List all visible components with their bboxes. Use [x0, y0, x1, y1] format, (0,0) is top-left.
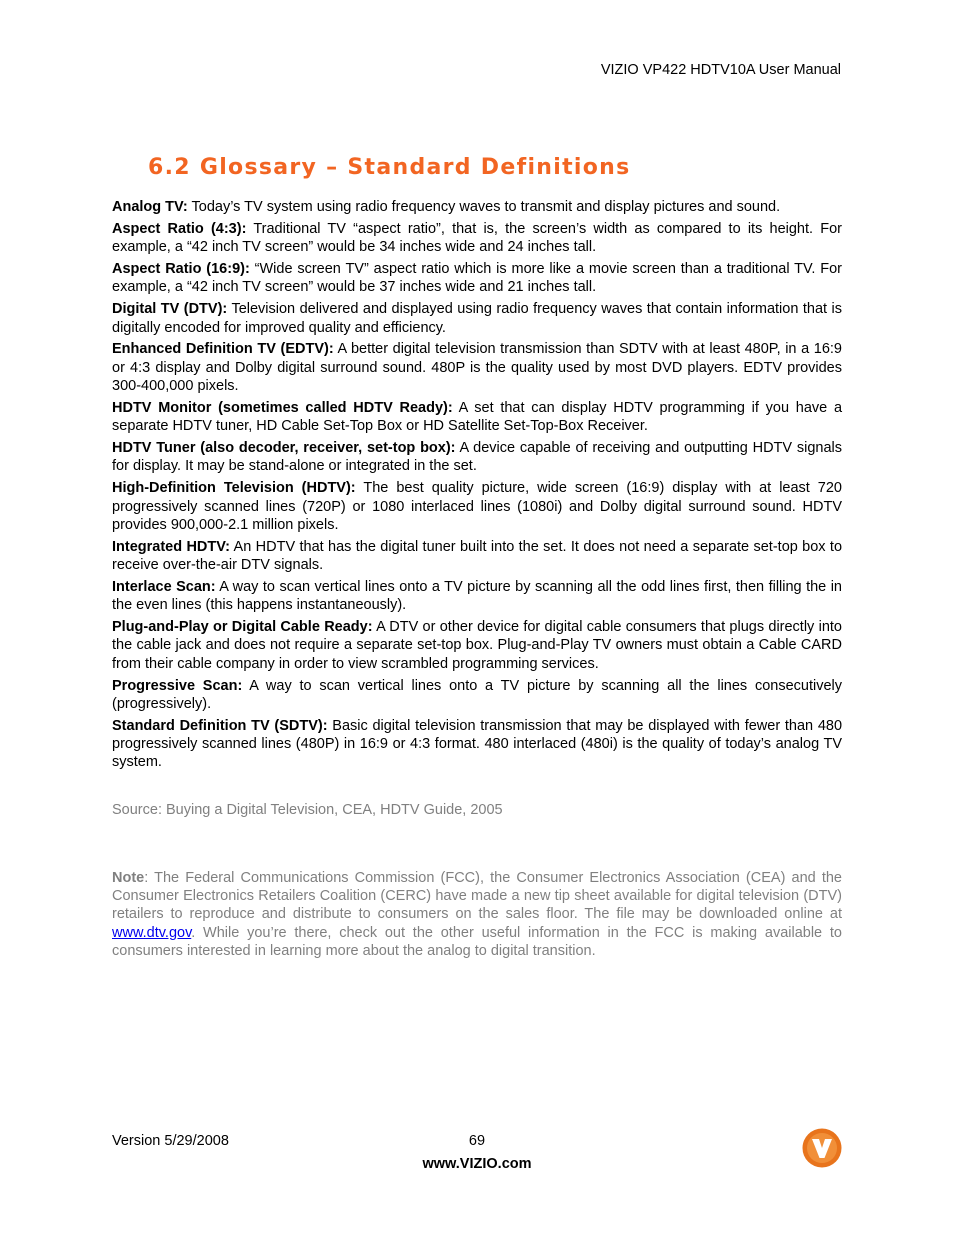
glossary-entry	[112, 578, 842, 615]
dtv-gov-link[interactable]: www.dtv.gov	[112, 924, 192, 941]
note-text-continued: . While you’re there, check out the other useful information in the FCC is making available to consumers interested in learning more about the analog to digital transition.	[112, 924, 842, 959]
glossary-term: Progressive Scan:	[112, 677, 243, 694]
note-paragraph	[112, 869, 842, 960]
glossary-entry	[112, 439, 842, 476]
glossary-entry	[112, 717, 842, 772]
glossary-entry	[112, 399, 842, 436]
glossary-definition: A way to scan vertical lines onto a TV picture by scanning all the lines consecutively (progressively).	[112, 677, 843, 712]
glossary-definition: A better digital television transmission than SDTV with at least 480P, in a 16:9 or 4:3 display and Dolby digital surround sound. 480P is the quality used by most DVD players. EDTV provides 300-400,000 pixels.	[112, 341, 842, 395]
glossary-definition: Television delivered and displayed using radio frequency waves that contain information that is digitally encoded for improved quality and efficiency.	[112, 301, 842, 336]
glossary-entry	[112, 618, 842, 673]
footer-url: www.VIZIO.com	[422, 1156, 532, 1172]
note-label: Note	[112, 870, 145, 886]
glossary-term: Interlace Scan:	[112, 578, 216, 595]
header-title: VIZIO VP422 HDTV10A User Manual	[600, 62, 841, 78]
glossary-term: Digital TV (DTV):	[112, 301, 228, 318]
glossary-definition: An HDTV that has the digital tuner built into the set. It does not need a separate set-top box to receive over-the-air DTV signals.	[112, 538, 843, 574]
glossary-term: HDTV Monitor (sometimes called HDTV Ready):	[112, 399, 453, 416]
glossary-definition: A DTV or other device for digital cable consumers that plugs directly into the cable jack and does not require a separate set-top box. Plug-and-Play TV owners must obtain a Cable CARD from their cable company in order to view scrambled programming services.	[112, 619, 842, 672]
glossary-term: Analog TV:	[112, 199, 188, 215]
glossary-definition: “Wide screen TV” aspect ratio which is more like a movie screen than a traditional TV. For example, a “42 inch TV screen” would be 37 inches wide and 21 inches tall.	[112, 261, 842, 296]
glossary-definition: A device capable of receiving and outputting HDTV signals for display. It may be stand-alone or integrated in the set.	[112, 440, 843, 475]
glossary-list	[112, 198, 842, 775]
glossary-term: Enhanced Definition TV (EDTV):	[112, 341, 334, 358]
glossary-term: Integrated HDTV:	[112, 538, 230, 555]
glossary-entry	[112, 220, 842, 257]
section-heading: 6.2 Glossary – Standard Definitions	[148, 155, 631, 180]
glossary-entry	[112, 538, 842, 575]
glossary-entry	[112, 340, 842, 395]
glossary-entry	[112, 479, 842, 534]
glossary-entry	[112, 300, 842, 337]
source-citation: Source: Buying a Digital Television, CEA, HDTV Guide, 2005	[112, 802, 503, 818]
page-number: 69	[468, 1133, 486, 1149]
footer-version: Version 5/29/2008	[112, 1133, 229, 1149]
glossary-term: Aspect Ratio (16:9):	[112, 261, 250, 278]
vizio-v-logo-icon	[802, 1128, 842, 1168]
glossary-definition: Basic digital television transmission that may be displayed with fewer than 480 progressively scanned lines (480P) in 16:9 or 4:3 format. 480 interlaced (480i) is the quality of today’s analog TV system.	[112, 717, 843, 771]
glossary-definition: The best quality picture, wide screen (16:9) display with at least 720 progressively scanned lines (720P) or 1080 interlaced lines (1080i) and Dolby digital surround sound. HDTV provides 900,000-2.1 million pixels.	[112, 480, 842, 533]
glossary-term: HDTV Tuner (also decoder, receiver, set-top box):	[112, 440, 456, 457]
glossary-term: Plug-and-Play or Digital Cable Ready:	[112, 619, 373, 636]
glossary-term: High-Definition Television (HDTV):	[112, 480, 356, 497]
glossary-definition: Traditional TV “aspect ratio”, that is, the screen’s width as compared to its height. For example, a “42 inch TV screen” would be 34 inches wide and 24 inches tall.	[112, 220, 842, 256]
glossary-definition: A set that can display HDTV programming if you have a separate HDTV tuner, HD Cable Set-Top Box or HD Satellite Set-Top-Box Receiver.	[112, 399, 843, 435]
glossary-definition: Today’s TV system using radio frequency waves to transmit and display pictures and sound.	[191, 199, 781, 215]
note-text: : The Federal Communications Commission (FCC), the Consumer Electronics Association (CEA) and the Consumer Electronics Retailers Coalition (CERC) have made a new tip sheet available for digital television (DTV) retailers to reproduce and distribute to consumers on the sales floor. The file may be downloaded online at	[112, 870, 842, 923]
glossary-entry	[112, 198, 842, 216]
glossary-term: Aspect Ratio (4:3):	[112, 220, 247, 237]
glossary-term: Standard Definition TV (SDTV):	[112, 717, 328, 734]
glossary-definition: A way to scan vertical lines onto a TV picture by scanning all the odd lines first, then filling the in the even lines (this happens instantaneously).	[112, 578, 842, 614]
glossary-entry	[112, 260, 842, 297]
glossary-entry	[112, 677, 842, 714]
